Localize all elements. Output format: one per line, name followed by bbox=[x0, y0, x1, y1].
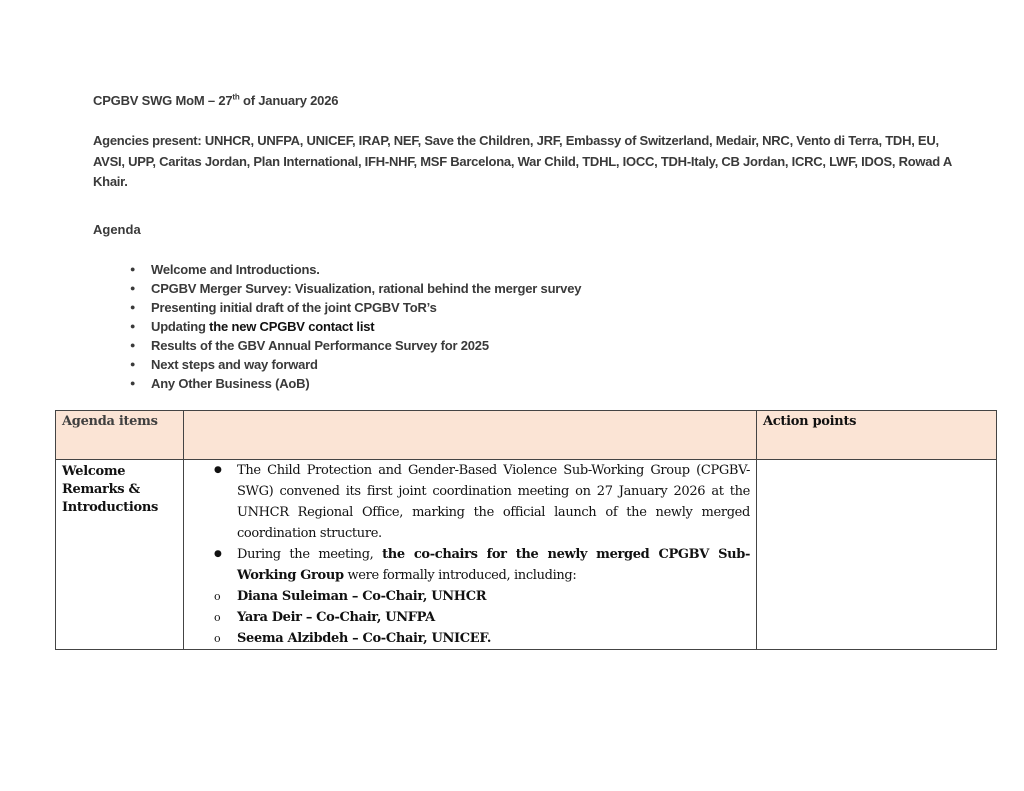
minutes-table bbox=[55, 410, 997, 650]
header-discussion bbox=[184, 411, 757, 460]
header-agenda-items: Agenda items bbox=[56, 411, 184, 460]
circle-bullet-icon: o bbox=[214, 590, 221, 603]
bullet-icon: ● bbox=[130, 378, 136, 388]
agenda-list bbox=[130, 260, 582, 393]
co-chair-item: o Diana Suleiman – Co-Chair, UNHCR bbox=[202, 586, 750, 607]
bullet-icon: ● bbox=[130, 359, 136, 369]
circle-bullet-icon: o bbox=[214, 611, 221, 624]
bullet-icon: ● bbox=[130, 283, 136, 293]
discussion-cell bbox=[184, 460, 757, 650]
agenda-heading: Agenda bbox=[93, 222, 141, 237]
bullet-icon: ● bbox=[130, 321, 136, 331]
table-header-row bbox=[56, 411, 997, 460]
table-row bbox=[56, 460, 997, 650]
discussion-list bbox=[202, 460, 750, 586]
agenda-item: ● Next steps and way forward bbox=[130, 357, 318, 372]
bullet-icon: ● bbox=[214, 465, 222, 475]
bullet-icon: ● bbox=[130, 340, 136, 350]
discussion-bullet: ● The Child Protection and Gender-Based Violence Sub-Working Group (CPGBV-SWG) convened its first joint coordination meeting on 27 January 2026 at the UNHCR Regional Office, marking the official launch of the newly merged coordination structure. bbox=[202, 460, 750, 544]
agenda-item: ● Presenting initial draft of the joint CPGBV ToR’s bbox=[130, 300, 437, 315]
co-chair-item: o Seema Alzibdeh – Co-Chair, UNICEF. bbox=[202, 628, 750, 649]
co-chair-item: o Yara Deir – Co-Chair, UNFPA bbox=[202, 607, 750, 628]
agenda-item: ● Results of the GBV Annual Performance Survey for 2025 bbox=[130, 338, 489, 353]
title-text: CPGBV SWG MoM – 27 bbox=[93, 93, 233, 108]
agenda-item: ● Welcome and Introductions. bbox=[130, 262, 320, 277]
bullet-icon: ● bbox=[130, 264, 136, 274]
discussion-bullet: ● During the meeting, the co-chairs for the newly merged CPGBV Sub-Working Group were formally introduced, including: bbox=[202, 544, 750, 586]
bullet-icon: ● bbox=[214, 549, 222, 559]
header-action-points: Action points bbox=[757, 411, 997, 460]
action-points-cell bbox=[757, 460, 997, 650]
co-chairs-list bbox=[202, 586, 750, 649]
agenda-item: ● Any Other Business (AoB) bbox=[130, 376, 310, 391]
title-superscript: th bbox=[232, 92, 240, 102]
agencies-present: Agencies present: UNHCR, UNFPA, UNICEF, IRAP, NEF, Save the Children, JRF, Embassy of Switzerland, Medair, NRC, Vento di Terra, TDH, EU, AVSI, UPP, Caritas Jordan, Plan International, IFH-NHF, MSF Barcelona, War Child, TDHL, IOCC, TDH-Italy, CB Jordan, ICRC, LWF, IDOS, Rowad A Khair. bbox=[93, 133, 952, 189]
agenda-item: ● Updating the new CPGBV contact list bbox=[130, 319, 375, 334]
agenda-item-label: Welcome Remarks & Introductions bbox=[56, 460, 184, 650]
circle-bullet-icon: o bbox=[214, 632, 221, 645]
document-title bbox=[93, 93, 338, 108]
bullet-icon: ● bbox=[130, 302, 136, 312]
agenda-item: ● CPGBV Merger Survey: Visualization, rational behind the merger survey bbox=[130, 281, 582, 296]
title-suffix: of January 2026 bbox=[239, 93, 339, 108]
